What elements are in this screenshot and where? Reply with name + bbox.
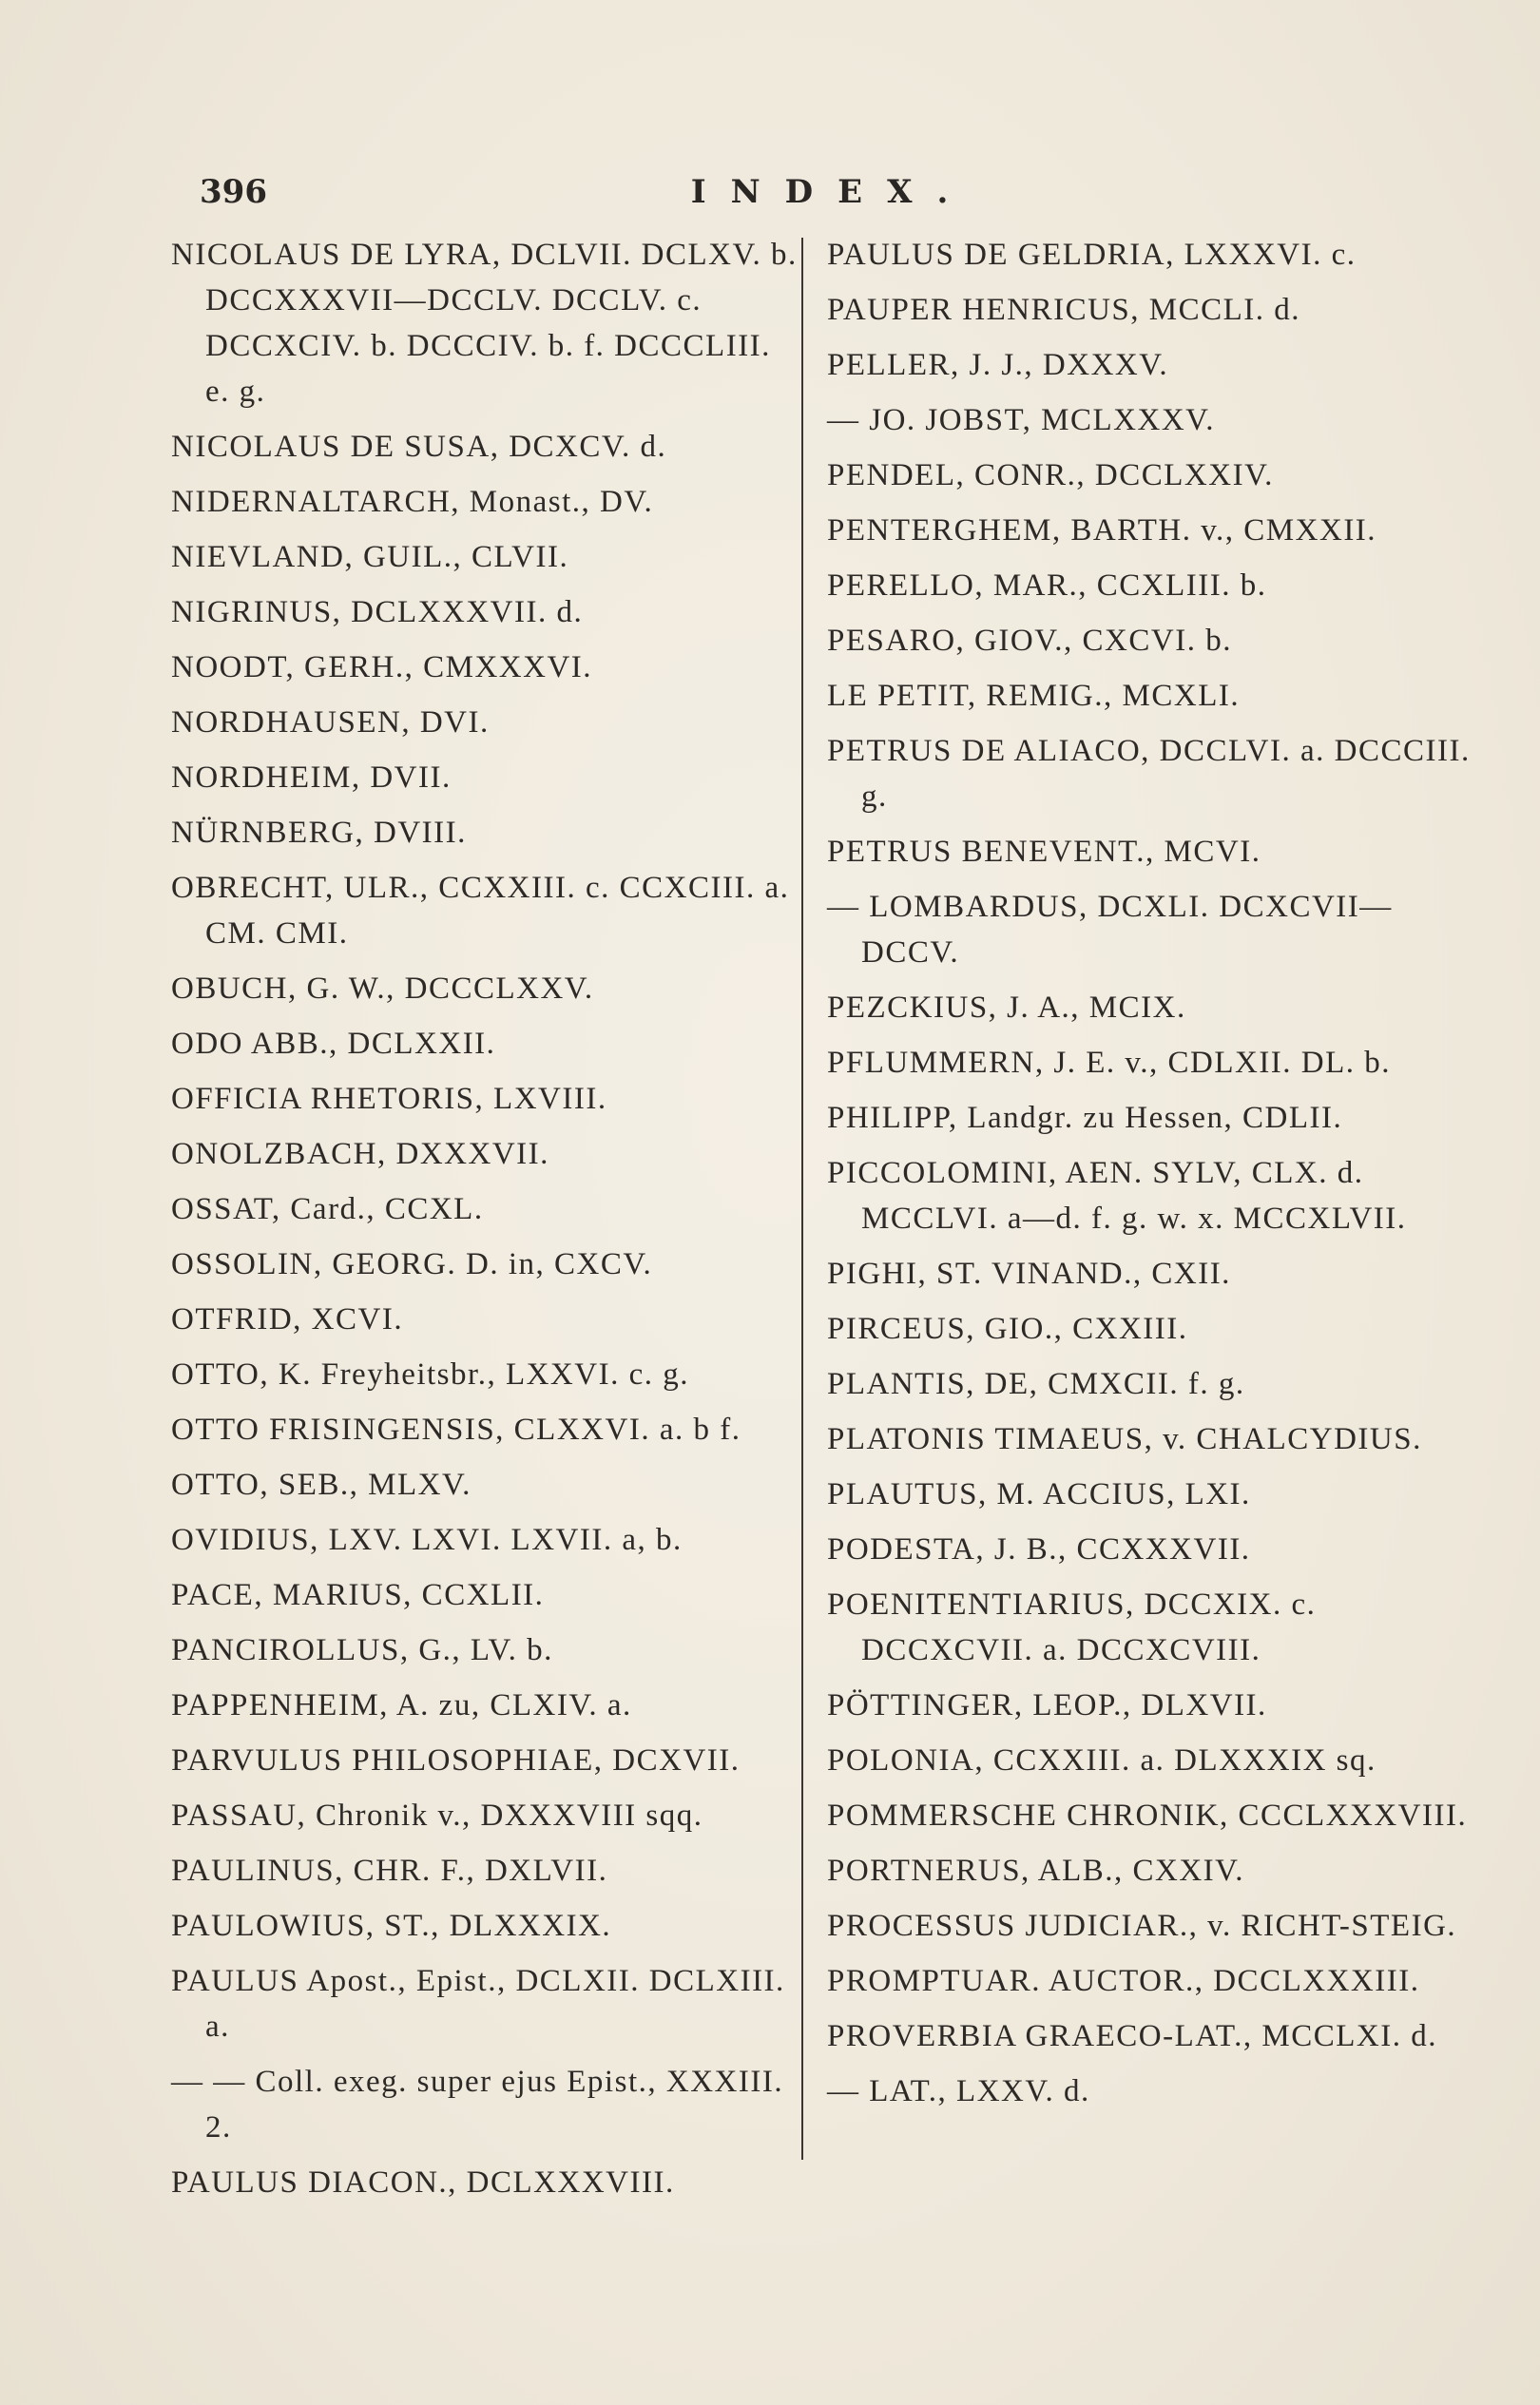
index-entry: PARVULUS PHILOSOPHIAE, DCXVII. [171,1743,741,1778]
index-entry: PLANTIS, DE, CMXCII. f. g. [827,1367,1245,1401]
index-entry: PASSAU, Chronik v., DXXXVIII sqq. [171,1799,703,1833]
index-entry: — LOMBARDUS, DCXLI. DCXCVII—DCCV. [827,890,1393,970]
index-entry: OSSOLIN, GEORG. D. in, CXCV. [171,1247,653,1281]
index-entry: OBUCH, G. W., DCCCLXXV. [171,972,594,1006]
index-entry: OBRECHT, ULR., CCXXIII. c. CCXCIII. a. CM. CMI. [171,871,790,951]
index-entry: PODESTA, J. B., CCXXXVII. [827,1532,1251,1567]
index-entry: PHILIPP, Landgr. zu Hessen, CDLII. [827,1101,1343,1135]
index-entry: — LAT., LXXV. d. [827,2074,1090,2108]
index-entry: PESARO, GIOV., CXCVI. b. [827,624,1232,658]
column-divider [801,238,803,2160]
index-entry: PEZCKIUS, J. A., MCIX. [827,991,1186,1025]
page-title: INDEX. [690,173,973,211]
index-entry: OTFRID, XCVI. [171,1302,404,1337]
index-entry: PROVERBIA GRAECO-LAT., MCCLXI. d. [827,2019,1438,2053]
index-entry: PROMPTUAR. AUCTOR., DCCLXXXIII. [827,1964,1420,1998]
index-entry: — — Coll. exeg. super ejus Epist., XXXIII. 2. [171,2065,784,2145]
index-entry: PIGHI, ST. VINAND., CXII. [827,1257,1231,1291]
index-entry: OTTO, K. Freyheitsbr., LXXVI. c. g. [171,1357,689,1392]
index-entry: PAULUS DE GELDRIA, LXXXVI. c. [827,238,1357,272]
index-entry: OSSAT, Card., CCXL. [171,1192,484,1226]
index-entry: PIRCEUS, GIO., CXXIII. [827,1312,1188,1346]
index-entry: NICOLAUS DE SUSA, DCXCV. d. [171,430,667,464]
index-entry: NOODT, GERH., CMXXXVI. [171,650,593,684]
index-entry: OFFICIA RHETORIS, LXVIII. [171,1082,607,1116]
index-entry: PACE, MARIUS, CCXLII. [171,1578,545,1612]
index-entry: NIGRINUS, DCLXXXVII. d. [171,595,584,629]
right-column [827,232,1473,2124]
index-entry: PAULUS Apost., Epist., DCLXII. DCLXIII. a. [171,1964,785,2044]
left-column [171,232,799,2215]
index-entry: POENITENTIARIUS, DCCXIX. c. DCCXCVII. a. DCCXCVIII. [827,1587,1317,1667]
index-entry: PERELLO, MAR., CCXLIII. b. [827,568,1267,603]
index-entry: PAULINUS, CHR. F., DXLVII. [171,1854,608,1888]
index-entry: NIEVLAND, GUIL., CLVII. [171,540,569,574]
index-entry: OTTO FRISINGENSIS, CLXXVI. a. b f. [171,1413,741,1447]
index-entry: PENTERGHEM, BARTH. v., CMXXII. [827,513,1377,548]
index-entry: PFLUMMERN, J. E. v., CDLXII. DL. b. [827,1046,1392,1080]
index-entry: NIDERNALTARCH, Monast., DV. [171,485,654,519]
index-entry: PAPPENHEIM, A. zu, CLXIV. a. [171,1688,632,1722]
index-entry: PLAUTUS, M. ACCIUS, LXI. [827,1477,1251,1511]
index-entry: PÖTTINGER, LEOP., DLXVII. [827,1688,1267,1722]
index-entry: NICOLAUS DE LYRA, DCLVII. DCLXV. b. DCCXXXVII—DCCLV. DCCLV. c. DCCXCIV. b. DCCCIV. b. f. DCCCLIII. e. g. [171,238,798,409]
index-entry: PENDEL, CONR., DCCLXXIV. [827,458,1274,492]
index-entry: POMMERSCHE CHRONIK, CCCLXXXVIII. [827,1799,1468,1833]
page-number: 396 [200,173,267,211]
index-entry: NORDHEIM, DVII. [171,760,452,795]
index-entry: POLONIA, CCXXIII. a. DLXXXIX sq. [827,1743,1376,1778]
index-entry: PETRUS BENEVENT., MCVI. [827,835,1261,869]
index-entry: LE PETIT, REMIG., MCXLI. [827,679,1241,713]
index-entry: PLATONIS TIMAEUS, v. CHALCYDIUS. [827,1422,1422,1456]
index-entry: ODO ABB., DCLXXII. [171,1027,496,1061]
index-entry: PORTNERUS, ALB., CXXIV. [827,1854,1244,1888]
index-entry: PELLER, J. J., DXXXV. [827,348,1169,382]
index-entry: NORDHAUSEN, DVI. [171,705,490,740]
index-entry: OVIDIUS, LXV. LXVI. LXVII. a, b. [171,1523,683,1557]
index-entry: PAULOWIUS, ST., DLXXXIX. [171,1909,612,1943]
index-entry: PANCIROLLUS, G., LV. b. [171,1633,553,1667]
index-entry: PAULUS DIACON., DCLXXXVIII. [171,2165,675,2200]
index-entry: ONOLZBACH, DXXXVII. [171,1137,549,1171]
index-entry: PETRUS DE ALIACO, DCCLVI. a. DCCCIII. g. [827,734,1471,814]
index-entry: PICCOLOMINI, AEN. SYLV, CLX. d. MCCLVI. a—d. f. g. w. x. MCCXLVII. [827,1156,1407,1236]
index-entry: — JO. JOBST, MCLXXXV. [827,403,1216,437]
running-head [200,173,1464,219]
index-entry: OTTO, SEB., MLXV. [171,1468,472,1502]
index-entry: NÜRNBERG, DVIII. [171,816,467,850]
index-entry: PROCESSUS JUDICIAR., v. RICHT-STEIG. [827,1909,1457,1943]
index-entry: PAUPER HENRICUS, MCCLI. d. [827,293,1301,327]
